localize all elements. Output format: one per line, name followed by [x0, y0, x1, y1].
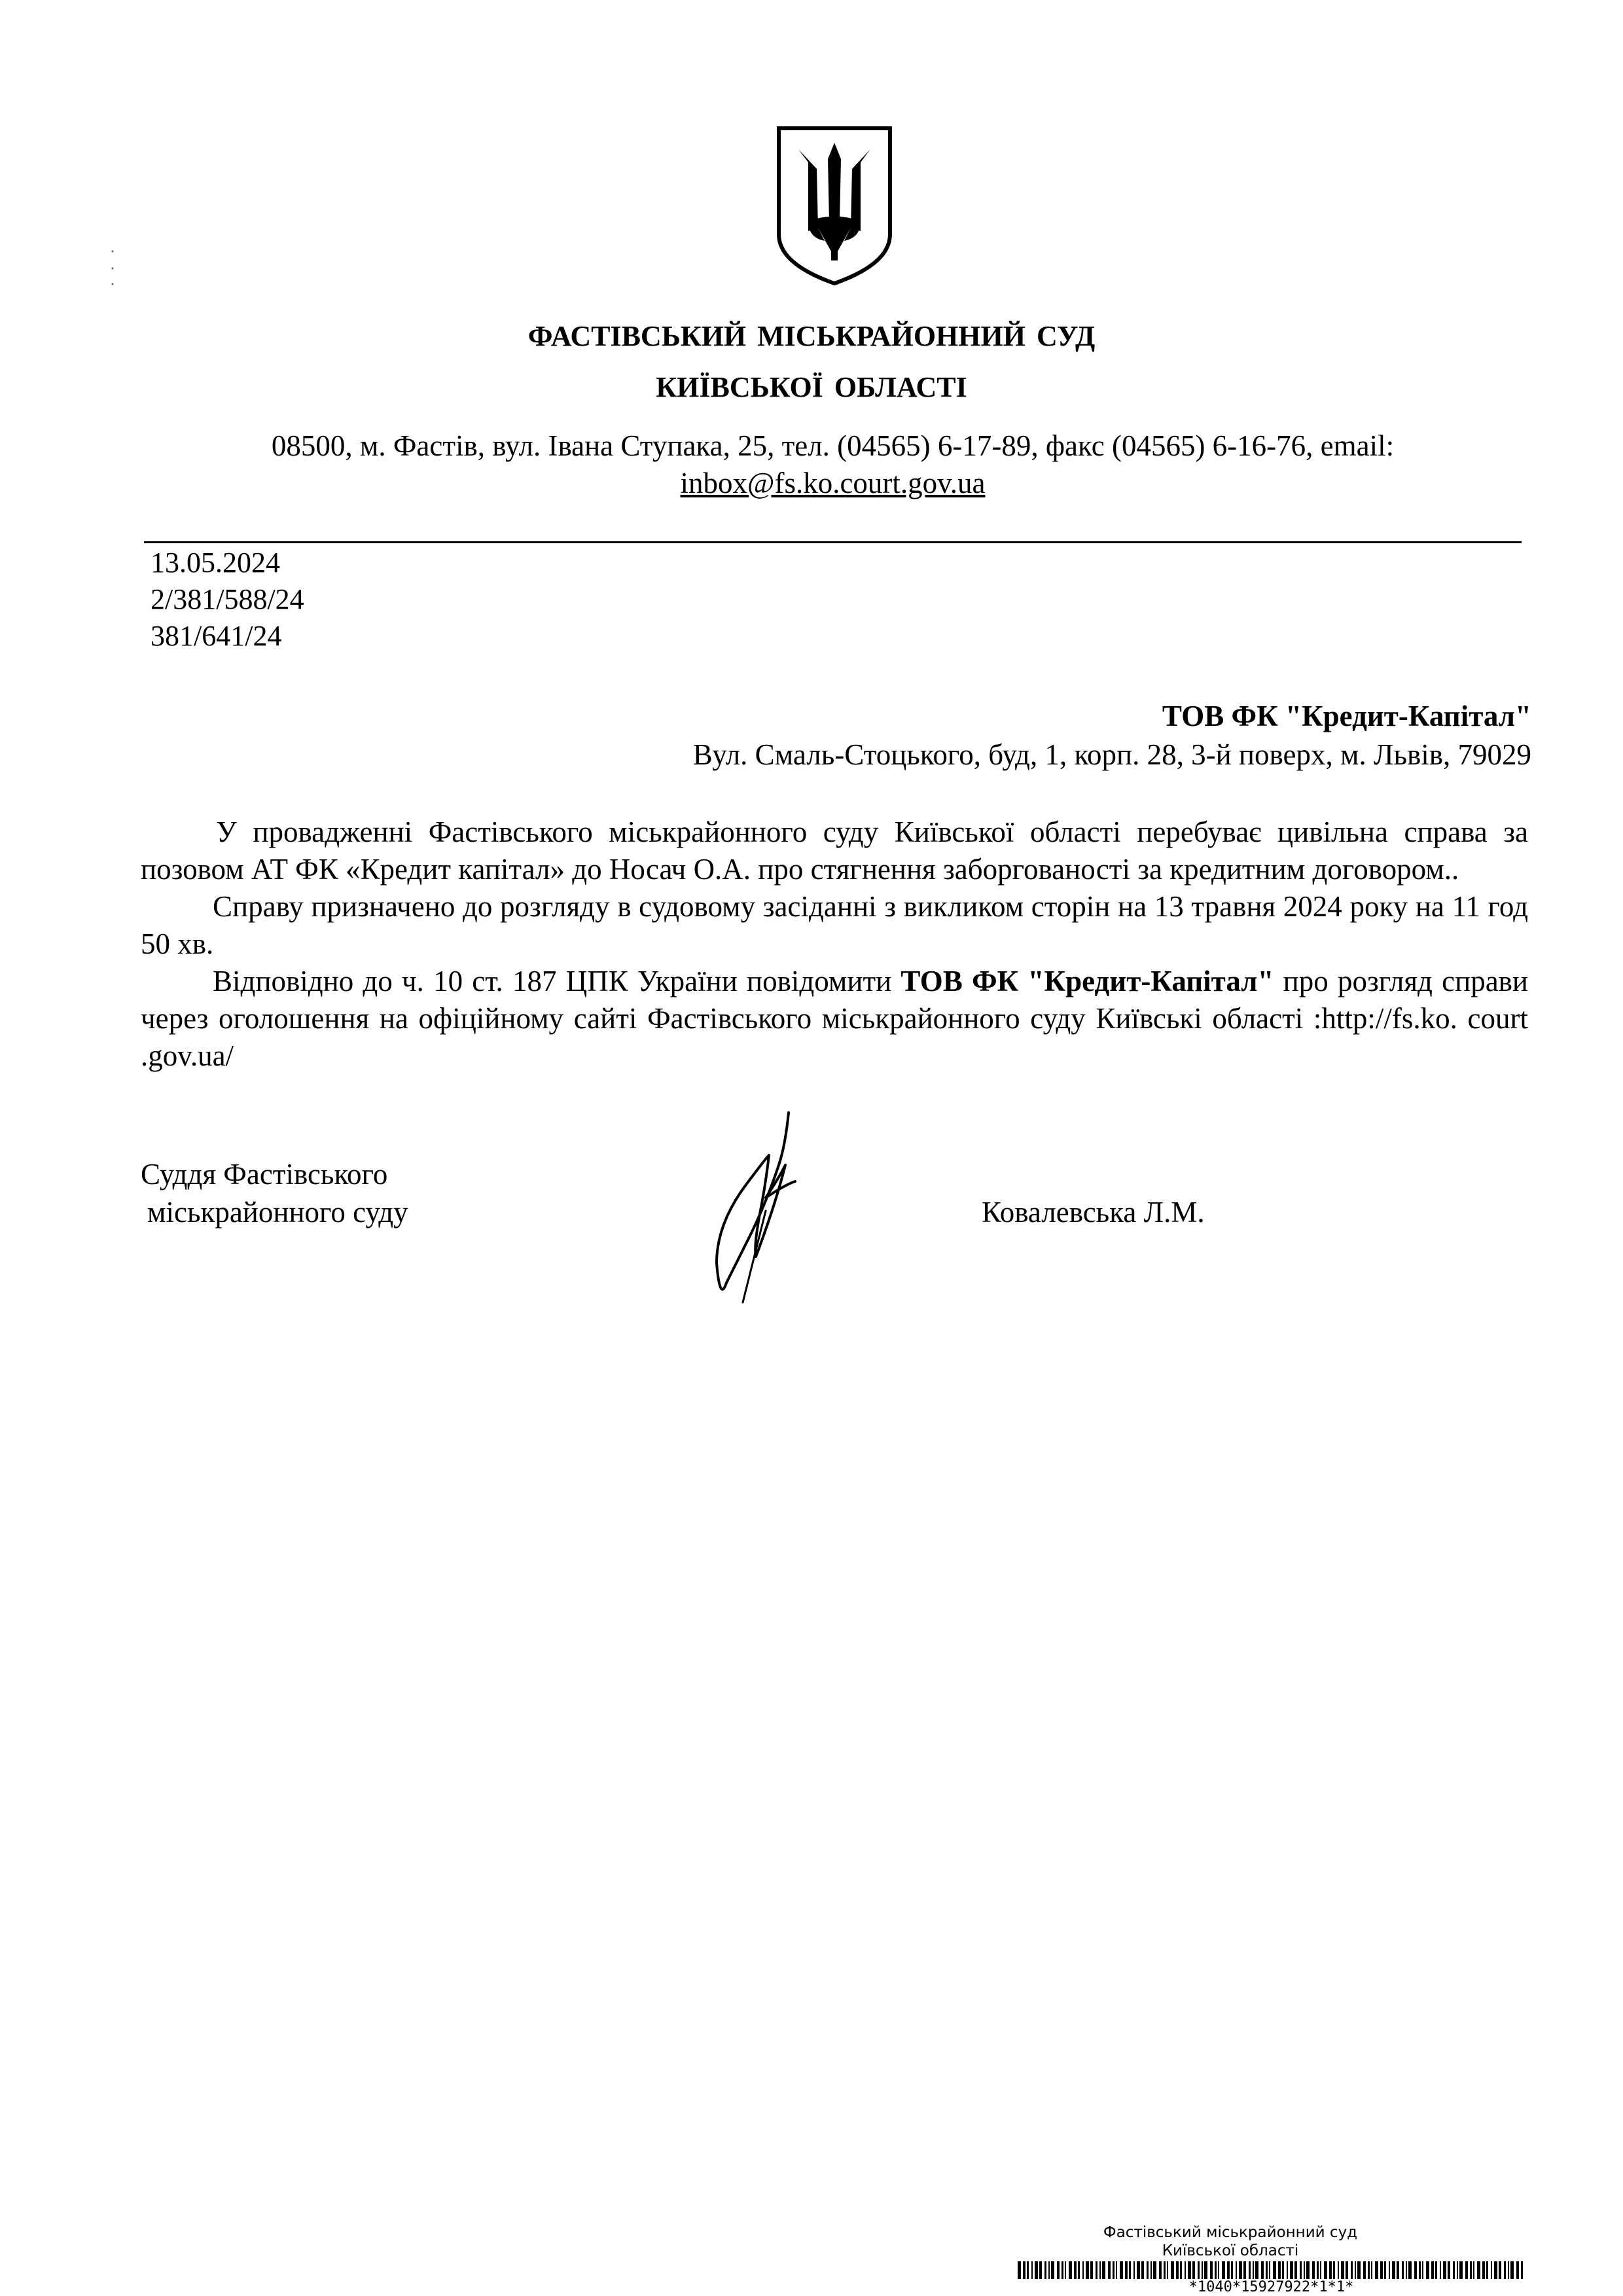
body-paragraph-3-end: про розгляд справи через оголошення на офіційному сайті Фастівського міськрайонного суду Київські області :http://fs.ko. court .gov.ua/ — [141, 965, 1529, 1072]
judge-title-line-2: міськрайонного суду — [147, 1196, 408, 1229]
margin-scan-marks — [110, 249, 115, 288]
recipient-name: ТОВ ФК "Кредит-Капітал" — [1162, 700, 1531, 732]
judge-title-line-1: Суддя Фастівського — [141, 1158, 388, 1191]
coat-of-arms-icon — [772, 123, 897, 287]
stamp-court-region: Київської області — [1162, 2242, 1299, 2259]
header-divider — [144, 541, 1522, 543]
body-paragraph-2: Справу призначено до розгляду в судовому засіданні з викликом сторін на 13 травня 2024 року на 11 год 50 хв. — [141, 890, 1528, 960]
recipient-address: Вул. Смаль-Стоцького, буд, 1, корп. 28, 3-й поверх, м. Львів, 79029 — [692, 738, 1531, 771]
document-date: 13.05.2024 — [151, 547, 280, 579]
handwritten-signature — [687, 1106, 818, 1316]
case-number: 2/381/588/24 — [151, 583, 304, 615]
body-paragraph-3 — [141, 963, 1528, 1075]
body-paragraph-3-start: Відповідно до ч. 10 ст. 187 ЦПК України повідомити — [213, 965, 901, 997]
court-contact-line: 08500, м. Фастів, вул. Івана Ступака, 25, тел. (04565) 6-17-89, факс (04565) 6-16-76, email: — [271, 429, 1395, 462]
body-paragraph-1: У провадженні Фастівського міськрайонного суду Київської області перебуває цивільна справа за позовом АТ ФК «Кредит капітал» до Носач О.А. про стягнення заборгованості за кредитним договором.. — [141, 816, 1528, 886]
court-name-heading: ФАСТІВСЬКИЙ МІСЬКРАЙОННИЙ СУД — [527, 320, 1096, 352]
court-region-heading: КИЇВСЬКОЇ ОБЛАСТІ — [656, 371, 967, 403]
proceeding-number: 381/641/24 — [151, 620, 282, 652]
body-paragraph-3-recipient: ТОВ ФК "Кредит-Капітал" — [901, 965, 1274, 997]
court-email-line — [0, 466, 1623, 500]
stamp-court-name: Фастівський міськрайонний суд — [1103, 2224, 1358, 2241]
judge-name: Ковалевська Л.М. — [982, 1196, 1205, 1229]
court-email-link[interactable]: inbox@fs.ko.court.gov.ua — [680, 467, 986, 499]
letter-body — [141, 814, 1528, 1075]
barcode-number: *1040*15927922*1*1* — [1018, 2279, 1525, 2295]
